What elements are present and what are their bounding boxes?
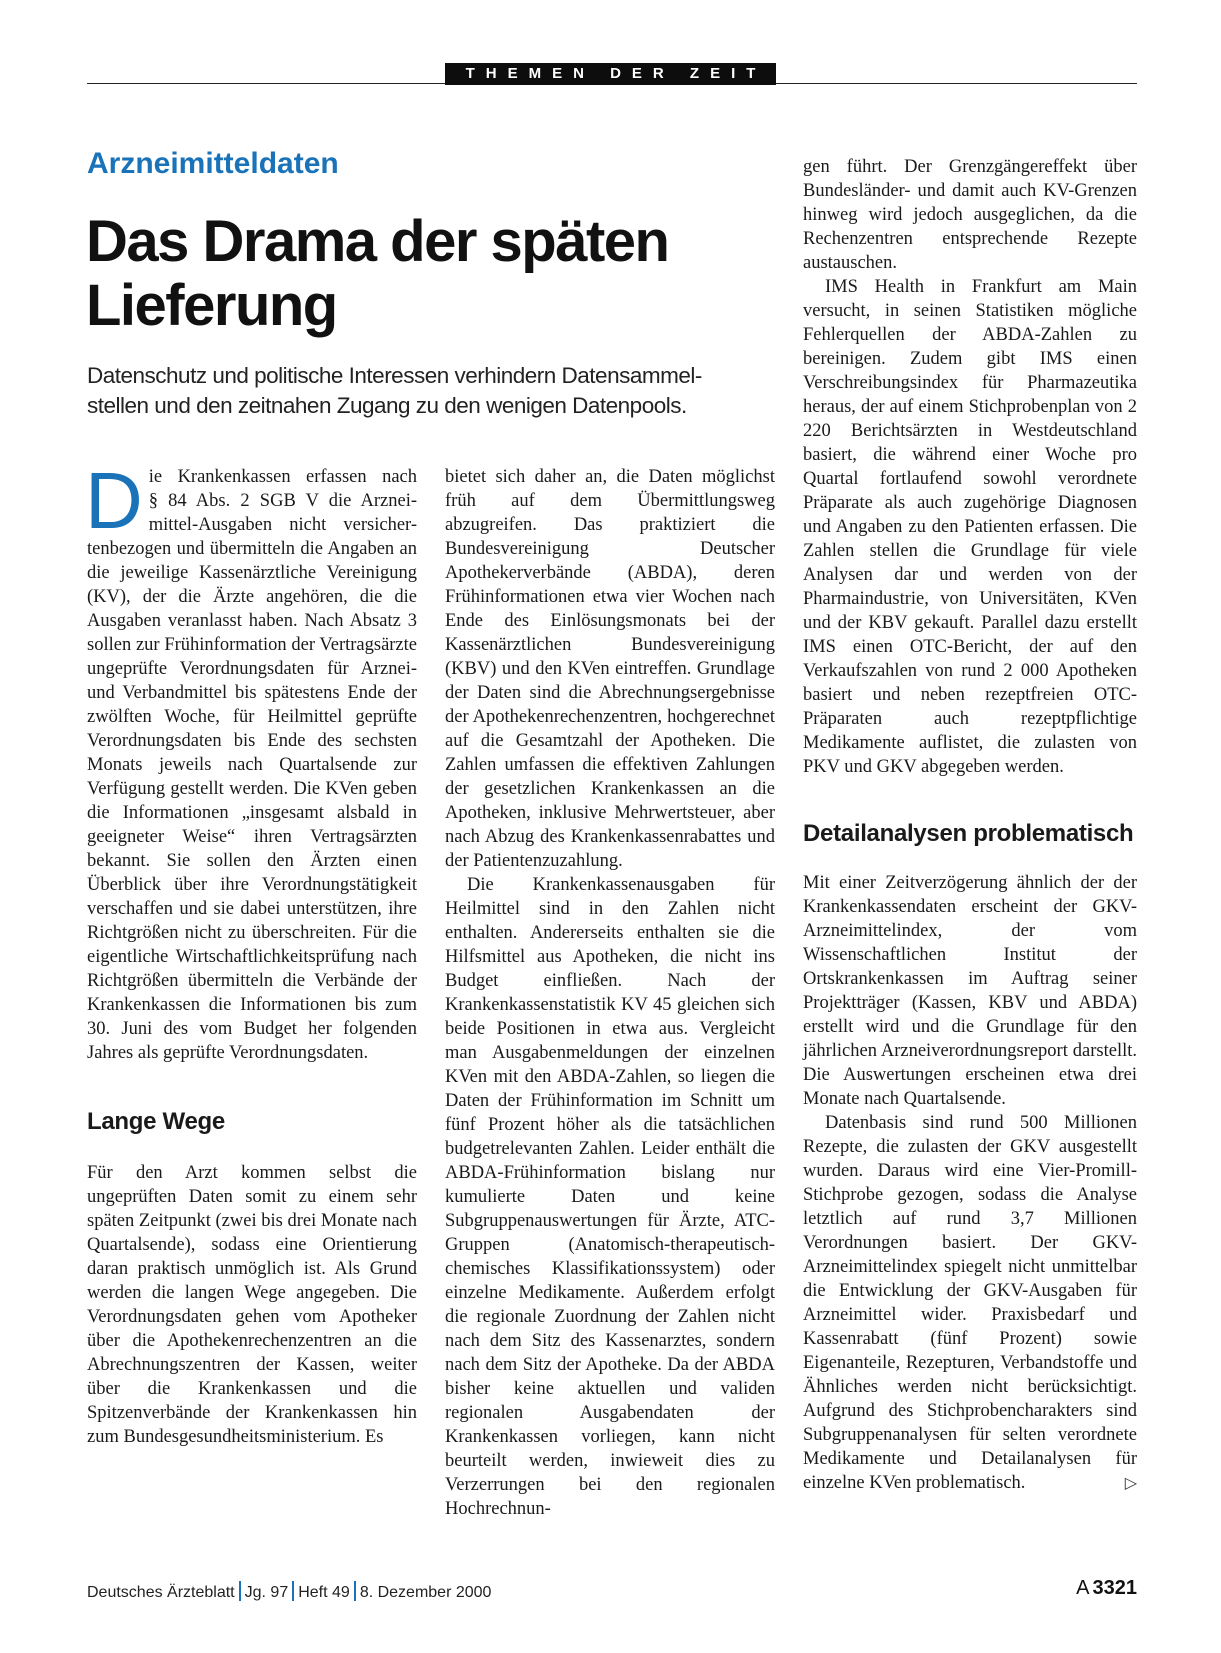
intro-line: mittel-Ausgaben nicht versicher- (148, 515, 417, 535)
page-number-value: 3321 (1092, 1577, 1137, 1599)
page-number (1076, 1577, 1137, 1600)
section-heading: Detailanalysen problematisch (803, 820, 1134, 847)
article-kicker: Arzneimitteldaten (87, 147, 339, 180)
paragraph: Die Krankenkassenausgaben für Heilmittel sind in den Zahlen nicht enthalten. Andererseits enthalten sie die Hilfsmittel aus Apotheken, die nicht ins Budget einfließen. Nach der Krankenkassenstatistik KV 45 gleichen sich beide Positionen in etwa aus. Vergleicht man Ausgabenmeldungen der einzelnen KVen mit den ABDA-Zahlen, so liegen die Daten der Frühinformation im Schnitt um fünf Prozent höher als die tatsächlichen budgetrelevanten Zahlen. Leider enthält die ABDA-Frühinformation bislang nur kumulierte Daten und keine Subgruppenauswertungen für Ärzte, ATC-Gruppen (Anatomisch-therapeutisch-chemisches Klassifikationssystem) oder einzelne Medikamente. Außerdem erfolgt die regionale Zuordnung der Zahlen nicht nach dem Sitz des Kassenarztes, sondern nach dem Sitz der Apotheke. Da der ABDA bisher keine aktuellen und validen regionalen Ausgabendaten der Krankenkassen vorliegen, kann nicht beurteilt werden, inwieweit dies zu Verzerrungen bei den regionalen Hochrechnun- (445, 875, 775, 1519)
section-label: THEMEN DER ZEIT (445, 63, 776, 85)
article-subtitle-line: stellen und den zeitnahen Zugang zu den wenigen Datenpools. (87, 393, 687, 418)
article-title (86, 210, 766, 338)
section-heading: Lange Wege (87, 1108, 225, 1135)
footer-divider (354, 1581, 356, 1601)
text-column-2 (445, 465, 775, 1521)
text-column-3 (803, 155, 1137, 1495)
paragraph: Für den Arzt kommen selbst die ungeprüften Daten somit zu einem sehr späten Zeitpunkt (zwei bis drei Monate nach Quartalsende), sodass eine Orientierung daran praktisch unmöglich ist. Als Grund werden die langen Wege angegeben. Die Verordnungsdaten gehen vom Apotheker über die Apothekenrechenzentren an die Abrechnungszentren der Kassen, weiter über die Krankenkassen und die Spitzenverbände der Krankenkassen hin zum Bundesgesundheitsministerium. Es (87, 1163, 417, 1447)
journal-name: Deutsches Ärzteblatt (87, 1584, 235, 1601)
intro-line: ie Krankenkassen erfassen nach (148, 467, 417, 487)
paragraph: bietet sich daher an, die Daten möglichst früh auf dem Übermittlungsweg abzugreifen. Das praktiziert die Bundesvereinigung Deutscher Apothekerverbände (ABDA), deren Frühinformationen etwa vier Wochen nach Ende des Einlösungsmonats bei der Kassenärztlichen Bundesvereinigung (KBV) und den KVen eintreffen. Grundlage der Daten sind die Abrechnungsergebnisse der Apothekenrechenzentren, hochgerechnet auf die Gesamtzahl der Apotheken. Die Zahlen umfassen die effektiven Zahlungen der gesetzlichen Krankenkassen an die Apotheken, inklusive Mehrwertsteuer, aber nach Abzug des Krankenkassenrabattes und der Patientenzuzahlung. (445, 467, 775, 871)
article-title-line: Lieferung (86, 273, 337, 338)
article-subtitle-line: Datenschutz und politische Interessen verhindern Datensammel- (87, 363, 702, 388)
paragraph: tenbezogen und übermitteln die Angaben an die jeweilige Kassenärztliche Vereinigung (KV), der die Ärzte angehören, die die Ausgaben veranlasst haben. Nach Absatz 3 sollen zur Frühinformation der Vertragsärzte ungeprüfte Verordnungsdaten für Arznei- und Verbandmittel bis spätestens Ende der zwölften Woche, für Heilmittel geprüfte Verordnungsdaten bis Ende des sechsten Monats jeweils nach Quartalsende zur Verfügung gestellt werden. Die KVen geben die Informationen „insgesamt alsbald in geeigneter Weise“ ihren Vertragsärzten bekannt. Sie sollen den Ärzten einen Überblick über ihre Verordnungstätigkeit verschaffen und sie dabei unterstützen, ihre Richtgrößen nicht zu überschreiten. Für die eigentliche Wirtschaftlichkeitsprüfung nach Richtgrößen übermitteln die Verbände der Krankenkassen die Informationen bis zum 30. Juni des vom Budget her folgenden Jahres als geprüfte Verordnungsdaten. (87, 539, 417, 1063)
text-column-1 (85, 456, 417, 1449)
continue-arrow-icon: ▷ (1124, 1473, 1137, 1492)
intro-paragraph (85, 456, 417, 545)
paragraph (803, 1111, 1137, 1495)
journal-issue: Heft 49 (298, 1584, 350, 1601)
journal-volume: Jg. 97 (244, 1584, 289, 1601)
article-subtitle (87, 361, 787, 421)
page-prefix: A (1076, 1577, 1090, 1599)
footer-divider (239, 1581, 241, 1601)
footer-divider (292, 1581, 294, 1601)
footer-citation (87, 1581, 491, 1602)
issue-date: 8. Dezember 2000 (359, 1584, 492, 1601)
paragraph: Mit einer Zeitverzögerung ähnlich der der Krankenkassendaten erscheint der GKV-Arzneimittelindex, der vom Wissenschaftlichen Institut der Ortskrankenkassen im Auftrag seiner Projektträger (Kassen, KBV und ABDA) erstellt wird und die Grundlage für den jährlichen Arzneiverordnungsreport darstellt. Die Auswertungen erscheinen etwa drei Monate nach Quartalsende. (803, 873, 1137, 1109)
paragraph: gen führt. Der Grenzgängereffekt über Bundesländer- und damit auch KV-Grenzen hinweg wird jedoch ausgeglichen, da die Rechenzentren entsprechende Rezepte austauschen. (803, 157, 1137, 273)
drop-cap: D (85, 456, 143, 545)
paragraph-text: Datenbasis sind rund 500 Millionen Rezepte, die zulasten der GKV ausgestellt wurden. Daraus wird eine Vier-Promill-Stichprobe gezogen, sodass die Analyse letztlich auf rund 3,7 Millionen Verordnungen basiert. Der GKV-Arzneimittelindex spiegelt nicht unmittelbar die Entwicklung der GKV-Ausgaben für Arzneimittel wider. Praxisbedarf und Kassenrabatt (fünf Prozent) sowie Eigenanteile, Rezepturen, Verbandstoffe und Ähnliches werden nicht berücksichtigt. Aufgrund des Stichprobencharakters sind Subgruppenanalysen für selten verordnete Medikamente und Detailanalysen für einzelne KVen problematisch. (803, 1113, 1137, 1493)
intro-line: § 84 Abs. 2 SGB V die Arznei- (148, 491, 417, 511)
article-title-line: Das Drama der späten (86, 209, 669, 274)
paragraph: IMS Health in Frankfurt am Main versucht, in seinen Statistiken mögliche Fehlerquellen der ABDA-Zahlen zu bereinigen. Zudem gibt IMS einen Verschreibungsindex für Pharmazeutika heraus, der auf einem Stichprobenplan von 2 220 Berichtsärzten in Westdeutschland basiert, die während einer Woche pro Quartal fortlaufend sowohl verordnete Präparate als auch zugehörige Diagnosen und Angaben zu den Patienten erfassen. Die Zahlen stellen die Grundlage für viele Analysen dar und werden von der Pharmaindustrie, von Universitäten, KVen und der KBV gekauft. Parallel dazu erstellt IMS einen OTC-Bericht, der auf den Verkaufszahlen von rund 2 000 Apotheken basiert und neben rezeptfreien OTC-Präparaten auch rezeptpflichtige Medikamente auflistet, die zulasten von PKV und GKV abgegeben werden. (803, 277, 1137, 777)
